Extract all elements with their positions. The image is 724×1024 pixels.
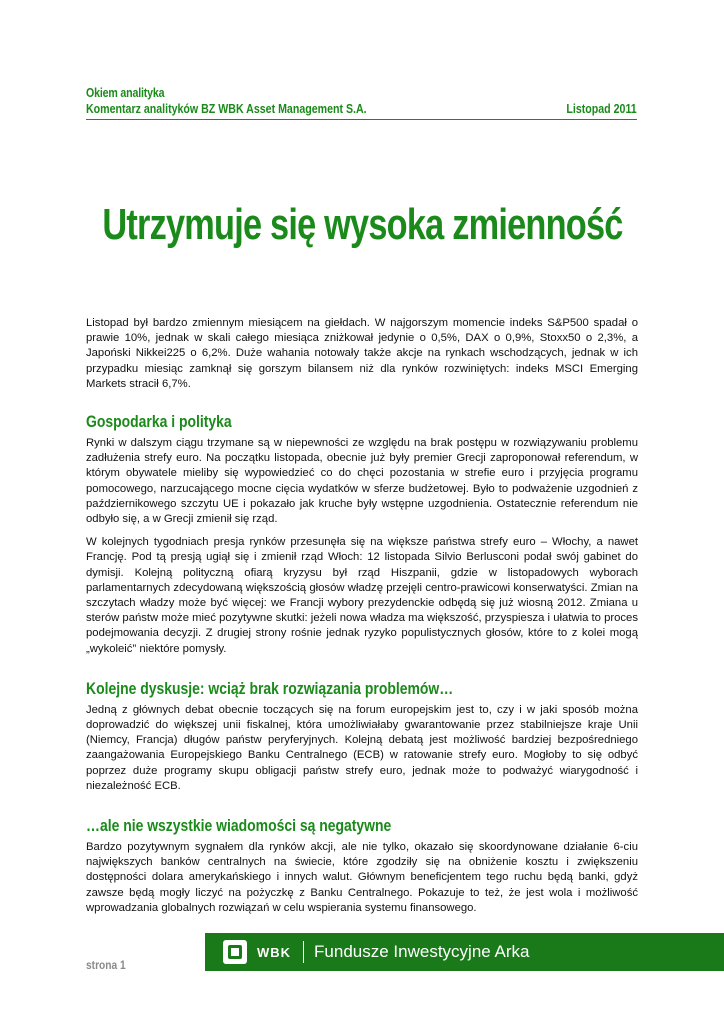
paragraph: Bardzo pozytywnym sygnałem dla rynków akcji, ale nie tylko, okazało się skoordynowane działanie 6-ciu największych banków centralnych na świecie, które zgodziły się na obniżenie kosztu i zwiększeniu dostępności dolara amerykańskiego i innych walut. Głównym beneficjentem tego ruchu będą banki, gdyż zawsze będą mogły liczyć na pożyczkę z Banku Centralnego. Pokazuje to też, że jest wola i możliwość wprowadzania globalnych rozwiązań w celu wspierania systemu finansowego. xyxy=(86,841,638,914)
paragraph: Jedną z głównych debat obecnie toczących się na forum europejskim jest to, czy i w jaki sposób można doprowadzić do większej unii fiskalnej, która umożliwiałaby gwarantowanie przez stabilniejsze kraje Unii (Niemcy, Francja) długów państw peryferyjnych. Kolejną debatą jest możliwość bardziej bezpośredniego zaangażowania Europejskiego Banku Centralnego (ECB) w ratowanie strefy euro. Mogłoby to się odbyć poprzez duże programy skupu obligacji państw strefy euro, jednak może to podważyć wiarygodność i niezależność ECB. xyxy=(86,703,638,792)
header-subtitle: Komentarz analityków BZ WBK Asset Management S.A. xyxy=(86,102,367,116)
footer-banner xyxy=(205,933,724,971)
section-heading-text: Gospodarka i polityka xyxy=(86,412,232,432)
section-economy xyxy=(86,412,638,657)
section-heading-text: …ale nie wszystkie wiadomości są negatywne xyxy=(86,816,392,836)
footer-divider xyxy=(303,941,304,963)
section-heading-text: Kolejne dyskusje: wciąż brak rozwiązania problemów… xyxy=(86,678,454,698)
header-series: Okiem analityka xyxy=(86,86,165,100)
page-number: strona 1 xyxy=(86,958,126,972)
section-heading xyxy=(86,816,638,836)
paragraph: W kolejnych tygodniach presja rynków przesunęła się na większe państwa strefy euro – Włochy, a nawet Francję. Pod tą presją ugiął się i zmienił rząd Włoch: 12 listopada Silvio Berlusconi podał swój gabinet do dymisji. Kolejną polityczną ofiarą kryzysu był rząd Hiszpanii, gdzie w listopadowych wyborach parlamentarnych zdecydowaną większością głosów władzę przejęli centro-prawicowi konserwatyści. Zmian na szczytach władzy może być więcej: we Francji wybory prezydenckie odbędą się już wiosną 2012. Zmiana u sterów państw może mieć pozytywne skutki: jeżeli nowa władza ma większość, przyspiesza i ułatwia to proces podejmowania decyzji. Z drugiej strony rośnie jednak ryzyko populistycznych głosów, które to z kolei mogą „wykoleić” niektóre pomysły. xyxy=(86,536,638,655)
section-heading xyxy=(86,679,638,699)
document-header xyxy=(86,86,637,120)
page-title-text: Utrzymuje się wysoka zmienność xyxy=(101,200,623,249)
section-heading xyxy=(86,412,638,432)
intro-paragraph: Listopad był bardzo zmiennym miesiącem na giełdach. W najgorszym momencie indeks S&P500 spadał o prawie 10%, jednak w skali całego miesiąca zniżkował jedynie o 0,5%, DAX o 0,9%, Stoxx50 o 2,3%, a Japoński Nikkei225 o 6,2%. Duże wahania notowały także akcje na rynkach wschodzących, jednak w ich przypadku miesiąc zamknął się gorszym bilansem niż dla rynków rozwiniętych: indeks MSCI Emerging Markets stracił 6,7%. xyxy=(86,317,638,390)
paragraph: Rynki w dalszym ciągu trzymane są w niepewności ze względu na brak postępu w rozwiązywaniu problemu zadłużenia strefy euro. Na początku listopada, obecnie już były premier Grecji zaproponował referendum, w którym obywatele mieliby się wypowiedzieć co do chęci pozostania w strefie euro i przyjęcia programu pomocowego, narzucającego mocne cięcia wydatków w sferze budżetowej. Było to podważenie uzgodnień z październikowego szczytu UE i pokazało jak kruche były wstępne uzgodnienia. Ostatecznie referendum nie odbyło się, a w Grecji zmienił się rząd. xyxy=(86,437,638,526)
header-date: Listopad 2011 xyxy=(566,102,637,116)
page-title xyxy=(0,200,724,250)
section-positive-news xyxy=(86,816,638,916)
article-body xyxy=(86,316,638,938)
header-rule xyxy=(86,102,637,120)
brand-wordmark: WBK xyxy=(257,944,292,960)
fund-name: Fundusze Inwestycyjne Arka xyxy=(314,942,530,961)
section-discussions xyxy=(86,679,638,794)
bz-wbk-logo-icon xyxy=(223,940,247,964)
